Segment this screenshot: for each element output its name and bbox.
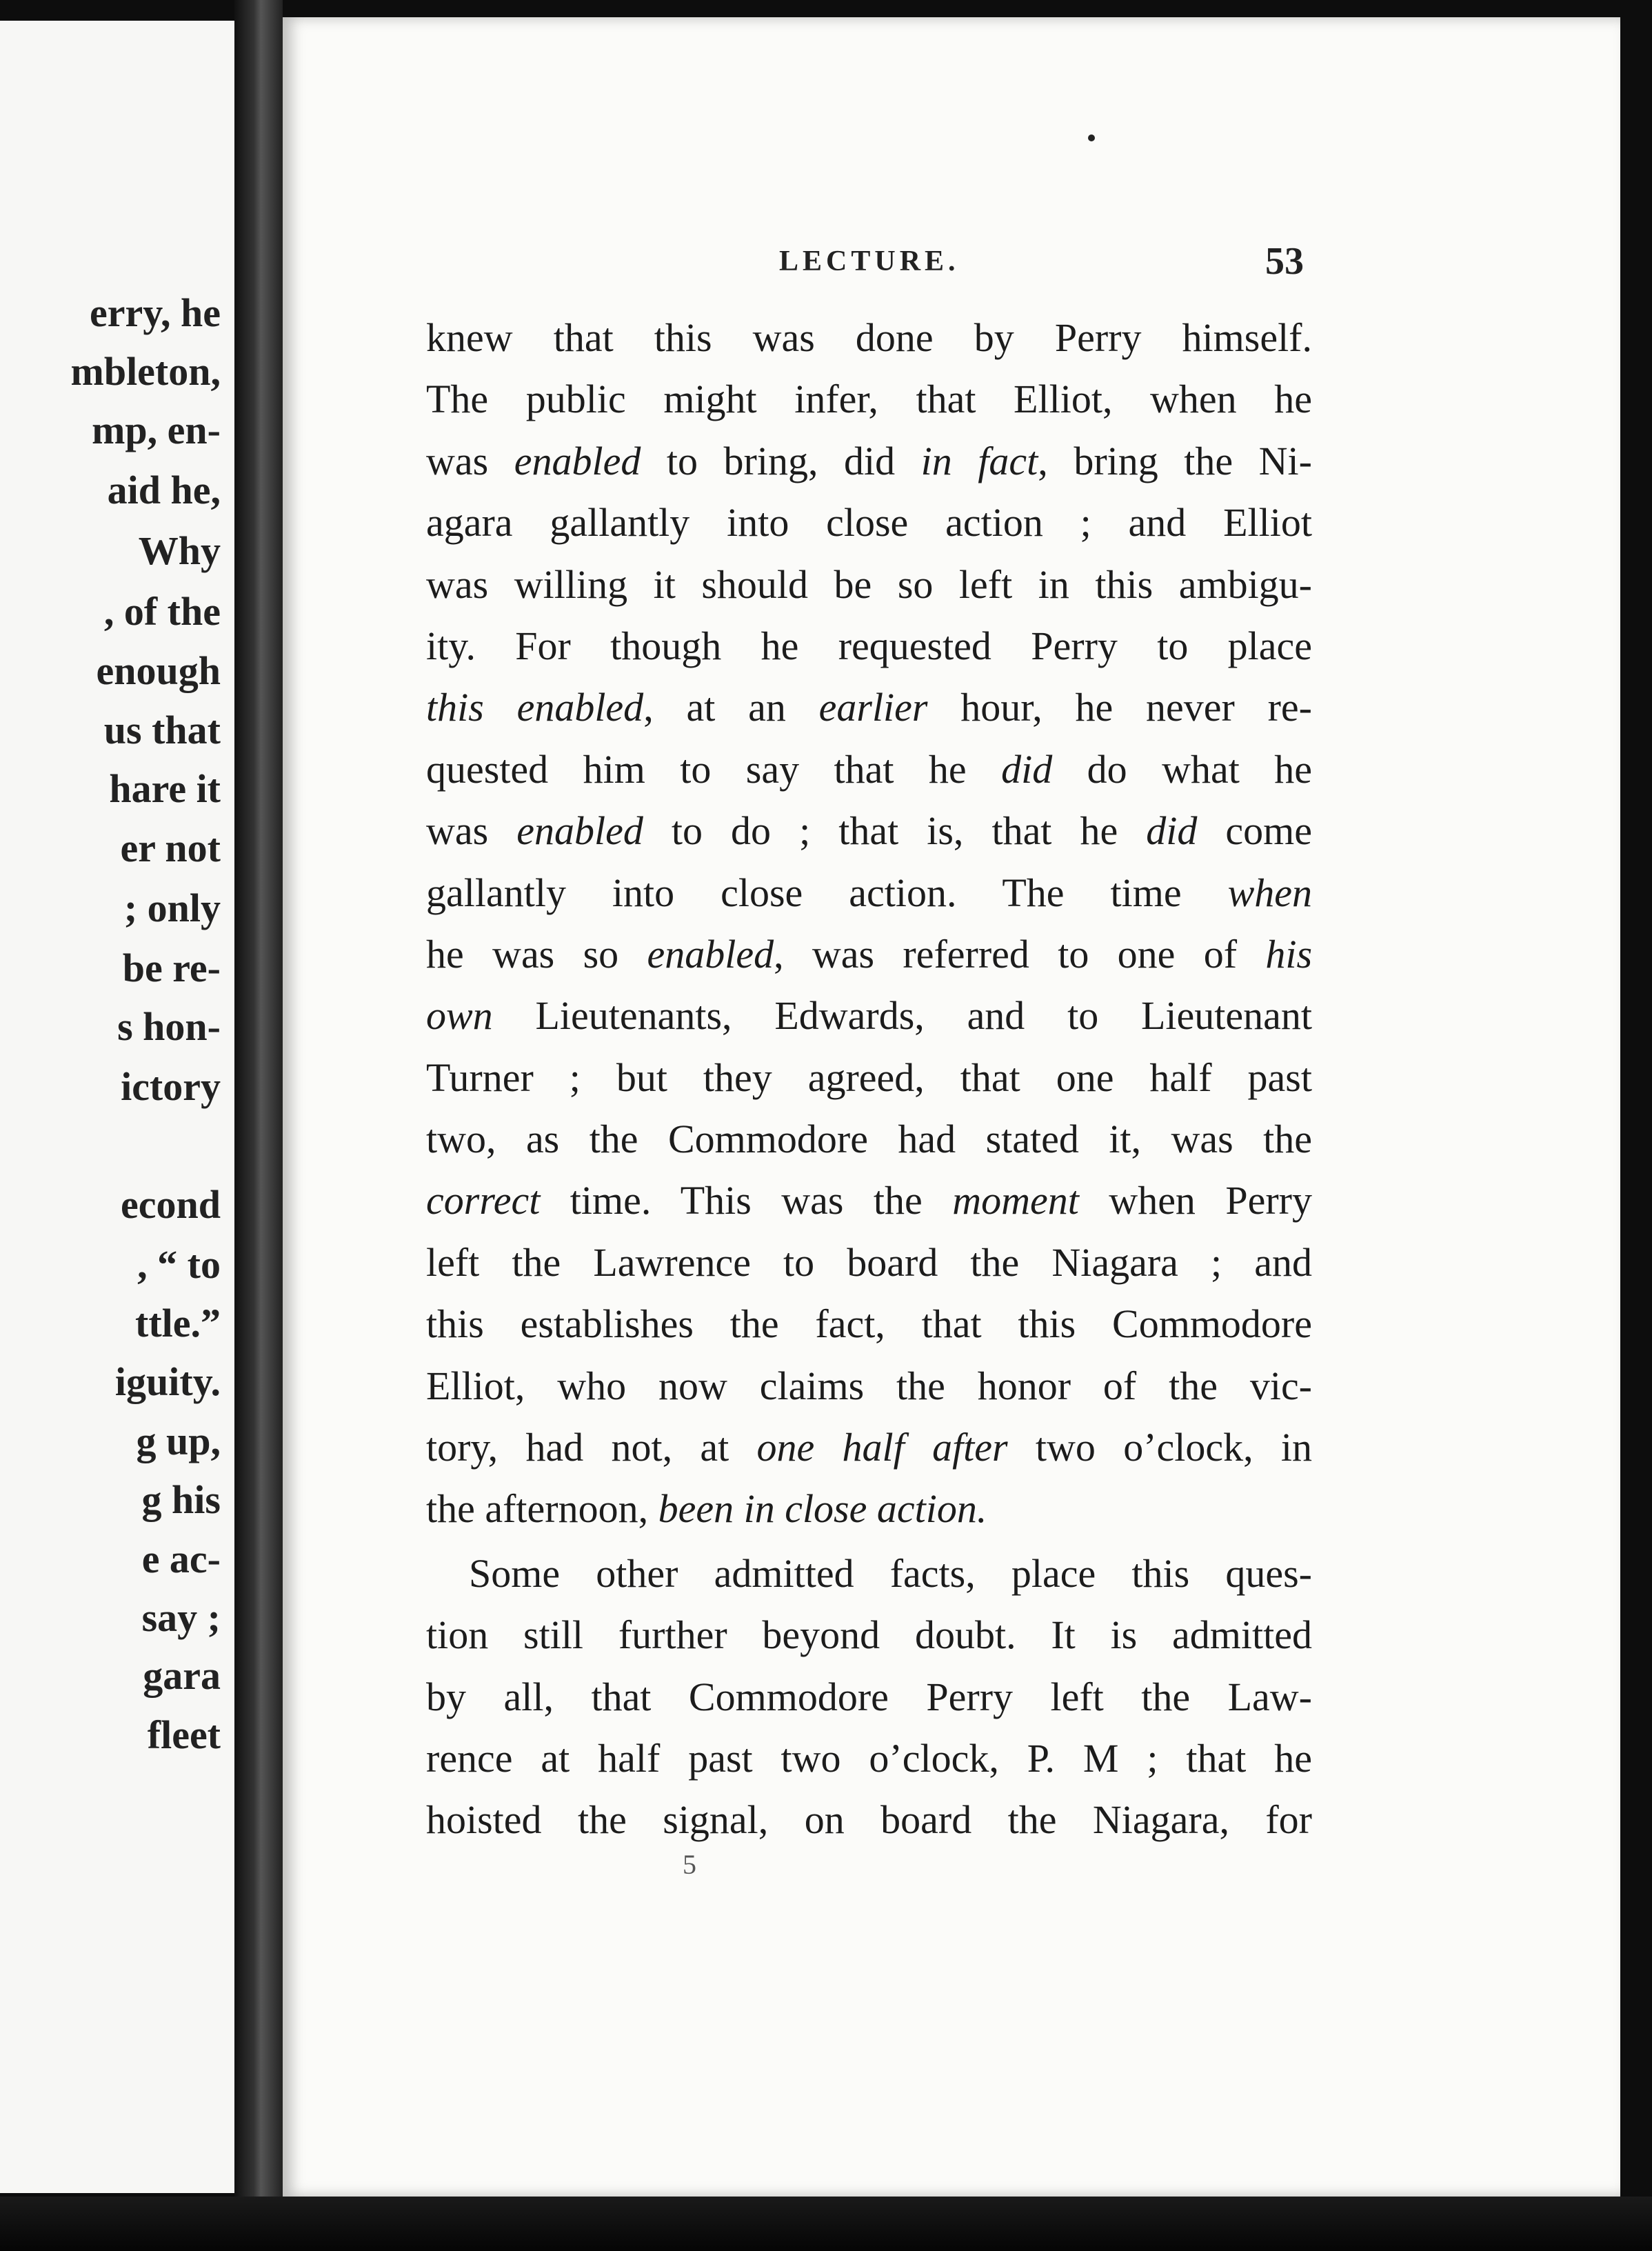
text-line	[426, 739, 1312, 800]
text-segment: Elliot, who now claims the honor of the vic-	[426, 1363, 1312, 1408]
text-segment: do what he	[1052, 746, 1312, 792]
left-page-line: be re-	[122, 946, 221, 990]
text-line	[426, 985, 1312, 1046]
text-line	[426, 554, 1312, 615]
left-page-line: aid he,	[107, 468, 221, 512]
text-segment: was	[426, 808, 517, 854]
left-page-line: hare it	[109, 766, 221, 811]
left-page-line: g his	[141, 1477, 221, 1522]
left-page-line: say ;	[141, 1595, 221, 1640]
ink-speck	[1088, 134, 1095, 141]
text-line	[426, 1789, 1312, 1850]
italic-segment: this enabled	[426, 685, 644, 730]
left-page-line: erry, he	[89, 290, 221, 335]
italic-segment: when	[1227, 870, 1312, 915]
left-page-line: er not	[120, 826, 221, 870]
text-segment: tion still further beyond doubt. It is admitted	[426, 1612, 1312, 1658]
italic-segment: his	[1265, 931, 1313, 977]
main-page	[283, 17, 1620, 2197]
text-line	[426, 1170, 1312, 1231]
text-segment: ity. For though he requested Perry to place	[426, 623, 1312, 668]
text-line	[426, 1232, 1312, 1293]
italic-segment: enabled	[516, 808, 643, 854]
text-line	[426, 1543, 1312, 1604]
text-segment: hoisted the signal, on board the Niagara, for	[426, 1797, 1312, 1843]
text-segment: two, as the Commodore had stated it, was the	[426, 1117, 1312, 1162]
left-page-line: g up,	[136, 1419, 221, 1463]
text-segment: The public might infer, that Elliot, when he	[426, 377, 1312, 422]
text-segment: knew that this was done by Perry himself.	[426, 315, 1312, 360]
signature-mark: 5	[683, 1849, 696, 1880]
scan-bottom-edge	[0, 2197, 1652, 2251]
left-page-line: econd	[121, 1182, 221, 1227]
text-segment: left the Lawrence to board the Niagara ; and	[426, 1239, 1312, 1285]
left-page-line: s hon-	[117, 1004, 221, 1049]
italic-segment: moment	[952, 1178, 1079, 1223]
text-segment: by all, that Commodore Perry left the Law-	[426, 1674, 1312, 1719]
text-segment: , at an	[643, 685, 819, 730]
left-page-line: , “ to	[137, 1242, 221, 1287]
text-line	[426, 1047, 1312, 1108]
text-segment: to bring, did	[641, 438, 921, 483]
text-line	[426, 1355, 1312, 1417]
text-segment: was	[426, 438, 514, 483]
left-facing-page	[0, 21, 247, 2193]
text-line	[426, 1293, 1312, 1354]
left-page-line: enough	[96, 648, 221, 693]
text-segment: Turner ; but they agreed, that one half past	[426, 1054, 1312, 1100]
left-page-line: , of the	[103, 589, 221, 634]
italic-segment: own	[426, 993, 493, 1039]
text-segment: hour, he never re-	[927, 685, 1312, 730]
italic-segment: in fact	[920, 438, 1038, 483]
italic-segment: earlier	[818, 685, 928, 730]
left-page-line: ; only	[123, 886, 221, 930]
text-segment: time. This was the	[540, 1178, 953, 1223]
left-page-line: iguity.	[114, 1359, 221, 1404]
text-segment: to do ; that is, that he	[643, 808, 1147, 854]
text-line	[426, 923, 1312, 985]
text-line	[426, 368, 1312, 430]
text-line	[426, 430, 1312, 492]
text-segment: two o’clock, in	[1007, 1425, 1313, 1470]
italic-segment: correct	[426, 1178, 541, 1223]
italic-segment: one half after	[756, 1425, 1008, 1470]
italic-segment: enabled	[647, 931, 774, 977]
text-segment: he was so	[426, 931, 647, 977]
text-segment: when Perry	[1078, 1178, 1312, 1223]
body-text	[426, 307, 1312, 1851]
text-line	[426, 677, 1312, 738]
text-line	[426, 1604, 1312, 1665]
text-segment: tory, had not, at	[426, 1425, 757, 1470]
text-segment: , bring the Ni-	[1038, 438, 1312, 483]
text-segment: quested him to say that he	[426, 746, 1002, 792]
left-page-line: mbleton,	[70, 349, 221, 394]
italic-segment: did	[1001, 746, 1053, 792]
left-page-line: us that	[103, 708, 221, 752]
left-page-line: mp, en-	[92, 408, 221, 452]
text-line	[426, 862, 1312, 923]
text-line	[426, 1417, 1312, 1478]
text-line	[426, 1478, 1312, 1539]
italic-segment: enabled	[514, 438, 641, 483]
text-segment: Lieutenants, Edwards, and to Lieutenant	[492, 993, 1312, 1039]
text-segment: gallantly into close action. The time	[426, 870, 1228, 915]
text-segment: , was referred to one of	[774, 931, 1266, 977]
page-number: 53	[1265, 240, 1304, 283]
text-segment: come	[1197, 808, 1313, 854]
running-head: LECTURE.	[779, 246, 960, 277]
left-page-line: Why	[138, 528, 221, 573]
book-gutter	[234, 0, 283, 2251]
text-segment: Some other admitted facts, place this ques-	[469, 1550, 1312, 1596]
text-line	[426, 307, 1312, 368]
left-page-line: ttle.”	[135, 1301, 221, 1345]
text-segment: agara gallantly into close action ; and Elliot	[426, 500, 1312, 546]
text-line	[426, 1728, 1312, 1789]
left-page-line: ictory	[121, 1064, 221, 1109]
left-page-line: gara	[143, 1653, 221, 1698]
text-segment: this establishes the fact, that this Commodore	[426, 1301, 1312, 1347]
italic-segment: did	[1146, 808, 1198, 854]
italic-segment: been in close action.	[658, 1486, 987, 1532]
text-line	[426, 1108, 1312, 1170]
text-line	[426, 1666, 1312, 1728]
text-line	[426, 800, 1312, 861]
text-segment: rence at half past two o’clock, P. M ; that he	[426, 1735, 1312, 1781]
left-page-line: e ac-	[141, 1537, 221, 1581]
text-line	[426, 492, 1312, 553]
text-line	[426, 615, 1312, 677]
text-segment: the afternoon,	[426, 1486, 658, 1532]
text-segment: was willing it should be so left in this ambigu-	[426, 561, 1312, 607]
left-page-line: fleet	[147, 1712, 221, 1757]
